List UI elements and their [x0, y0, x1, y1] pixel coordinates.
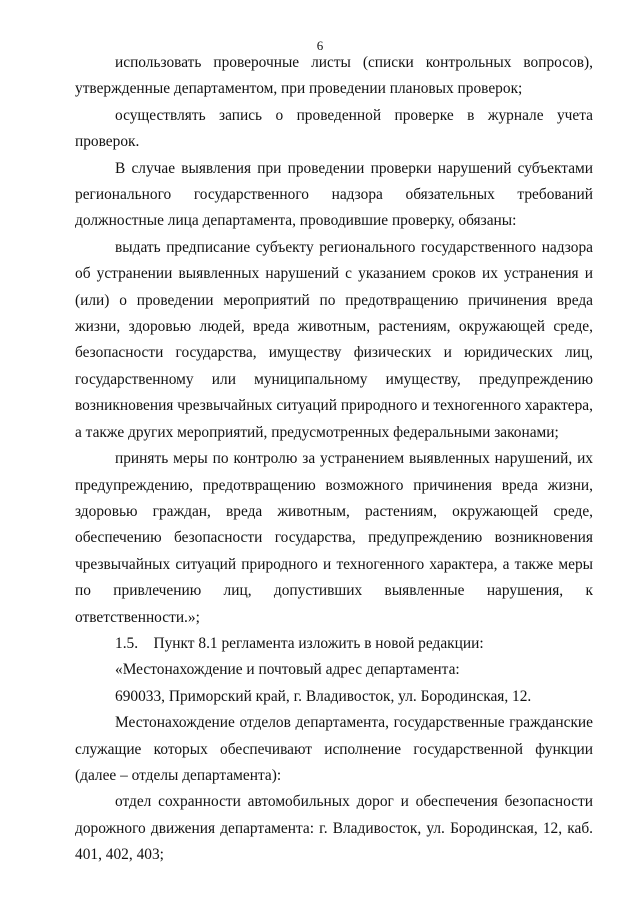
paragraph-record-entry: осуществлять запись о проведенной проверке в журнале учета проверок.: [75, 106, 593, 151]
paragraph-department-units: Местонахождение отделов департамента, государственные гражданские служащие которых обеспечивают исполнение государственной функции (далее – отделы департамента):: [75, 714, 593, 784]
paragraph-address-heading: «Местонахождение и почтовый адрес департамента:: [115, 661, 460, 679]
paragraph-violations-found: В случае выявления при проведении проверки нарушений субъектами регионального государственного надзора обязательных требований должностные лица департамента, проводившие проверку, обязаны:: [75, 159, 593, 230]
paragraph-postal-address: 690033, Приморский край, г. Владивосток, ул. Бородинская, 12.: [115, 687, 532, 705]
paragraph-item-1-5: 1.5. Пункт 8.1 регламента изложить в новой редакции:: [115, 634, 484, 652]
document-body: [75, 50, 593, 869]
paragraph-checklists: использовать проверочные листы (списки контрольных вопросов), утвержденные департаментом, при проведении плановых проверок;: [75, 54, 593, 98]
paragraph-issue-order: выдать предписание субъекту регионального государственного надзора об устранении выявленных нарушений с указанием сроков их устранения и (или) о проведении мероприятий по предотвращению причинения вреда жизни, здоровью людей, вреда животным, растениям, окружающей среде, безопасности государства, имуществу физических и юридических лиц, государственному или муниципальному имуществу, предупреждению возникновения чрезвычайных ситуаций природного и техногенного характера, а также других мероприятий, предусмотренных федеральными законами;: [75, 238, 593, 441]
page-number: 6: [316, 38, 324, 53]
paragraph-road-safety-unit: отдел сохранности автомобильных дорог и обеспечения безопасности дорожного движения департамента: г. Владивосток, ул. Бородинская, 12, каб. 401, 402, 403;: [75, 793, 593, 864]
paragraph-take-measures: принять меры по контролю за устранением выявленных нарушений, их предупреждению, предотвращению возможного причинения вреда жизни, здоровью граждан, вреда животным, растениям, окружающей среде, обеспечению безопасности государства, предупреждению возникновения чрезвычайных ситуаций природного и техногенного характера, а также меры по привлечению лиц, допустивших выявленные нарушения, к ответственности.»;: [75, 450, 593, 626]
